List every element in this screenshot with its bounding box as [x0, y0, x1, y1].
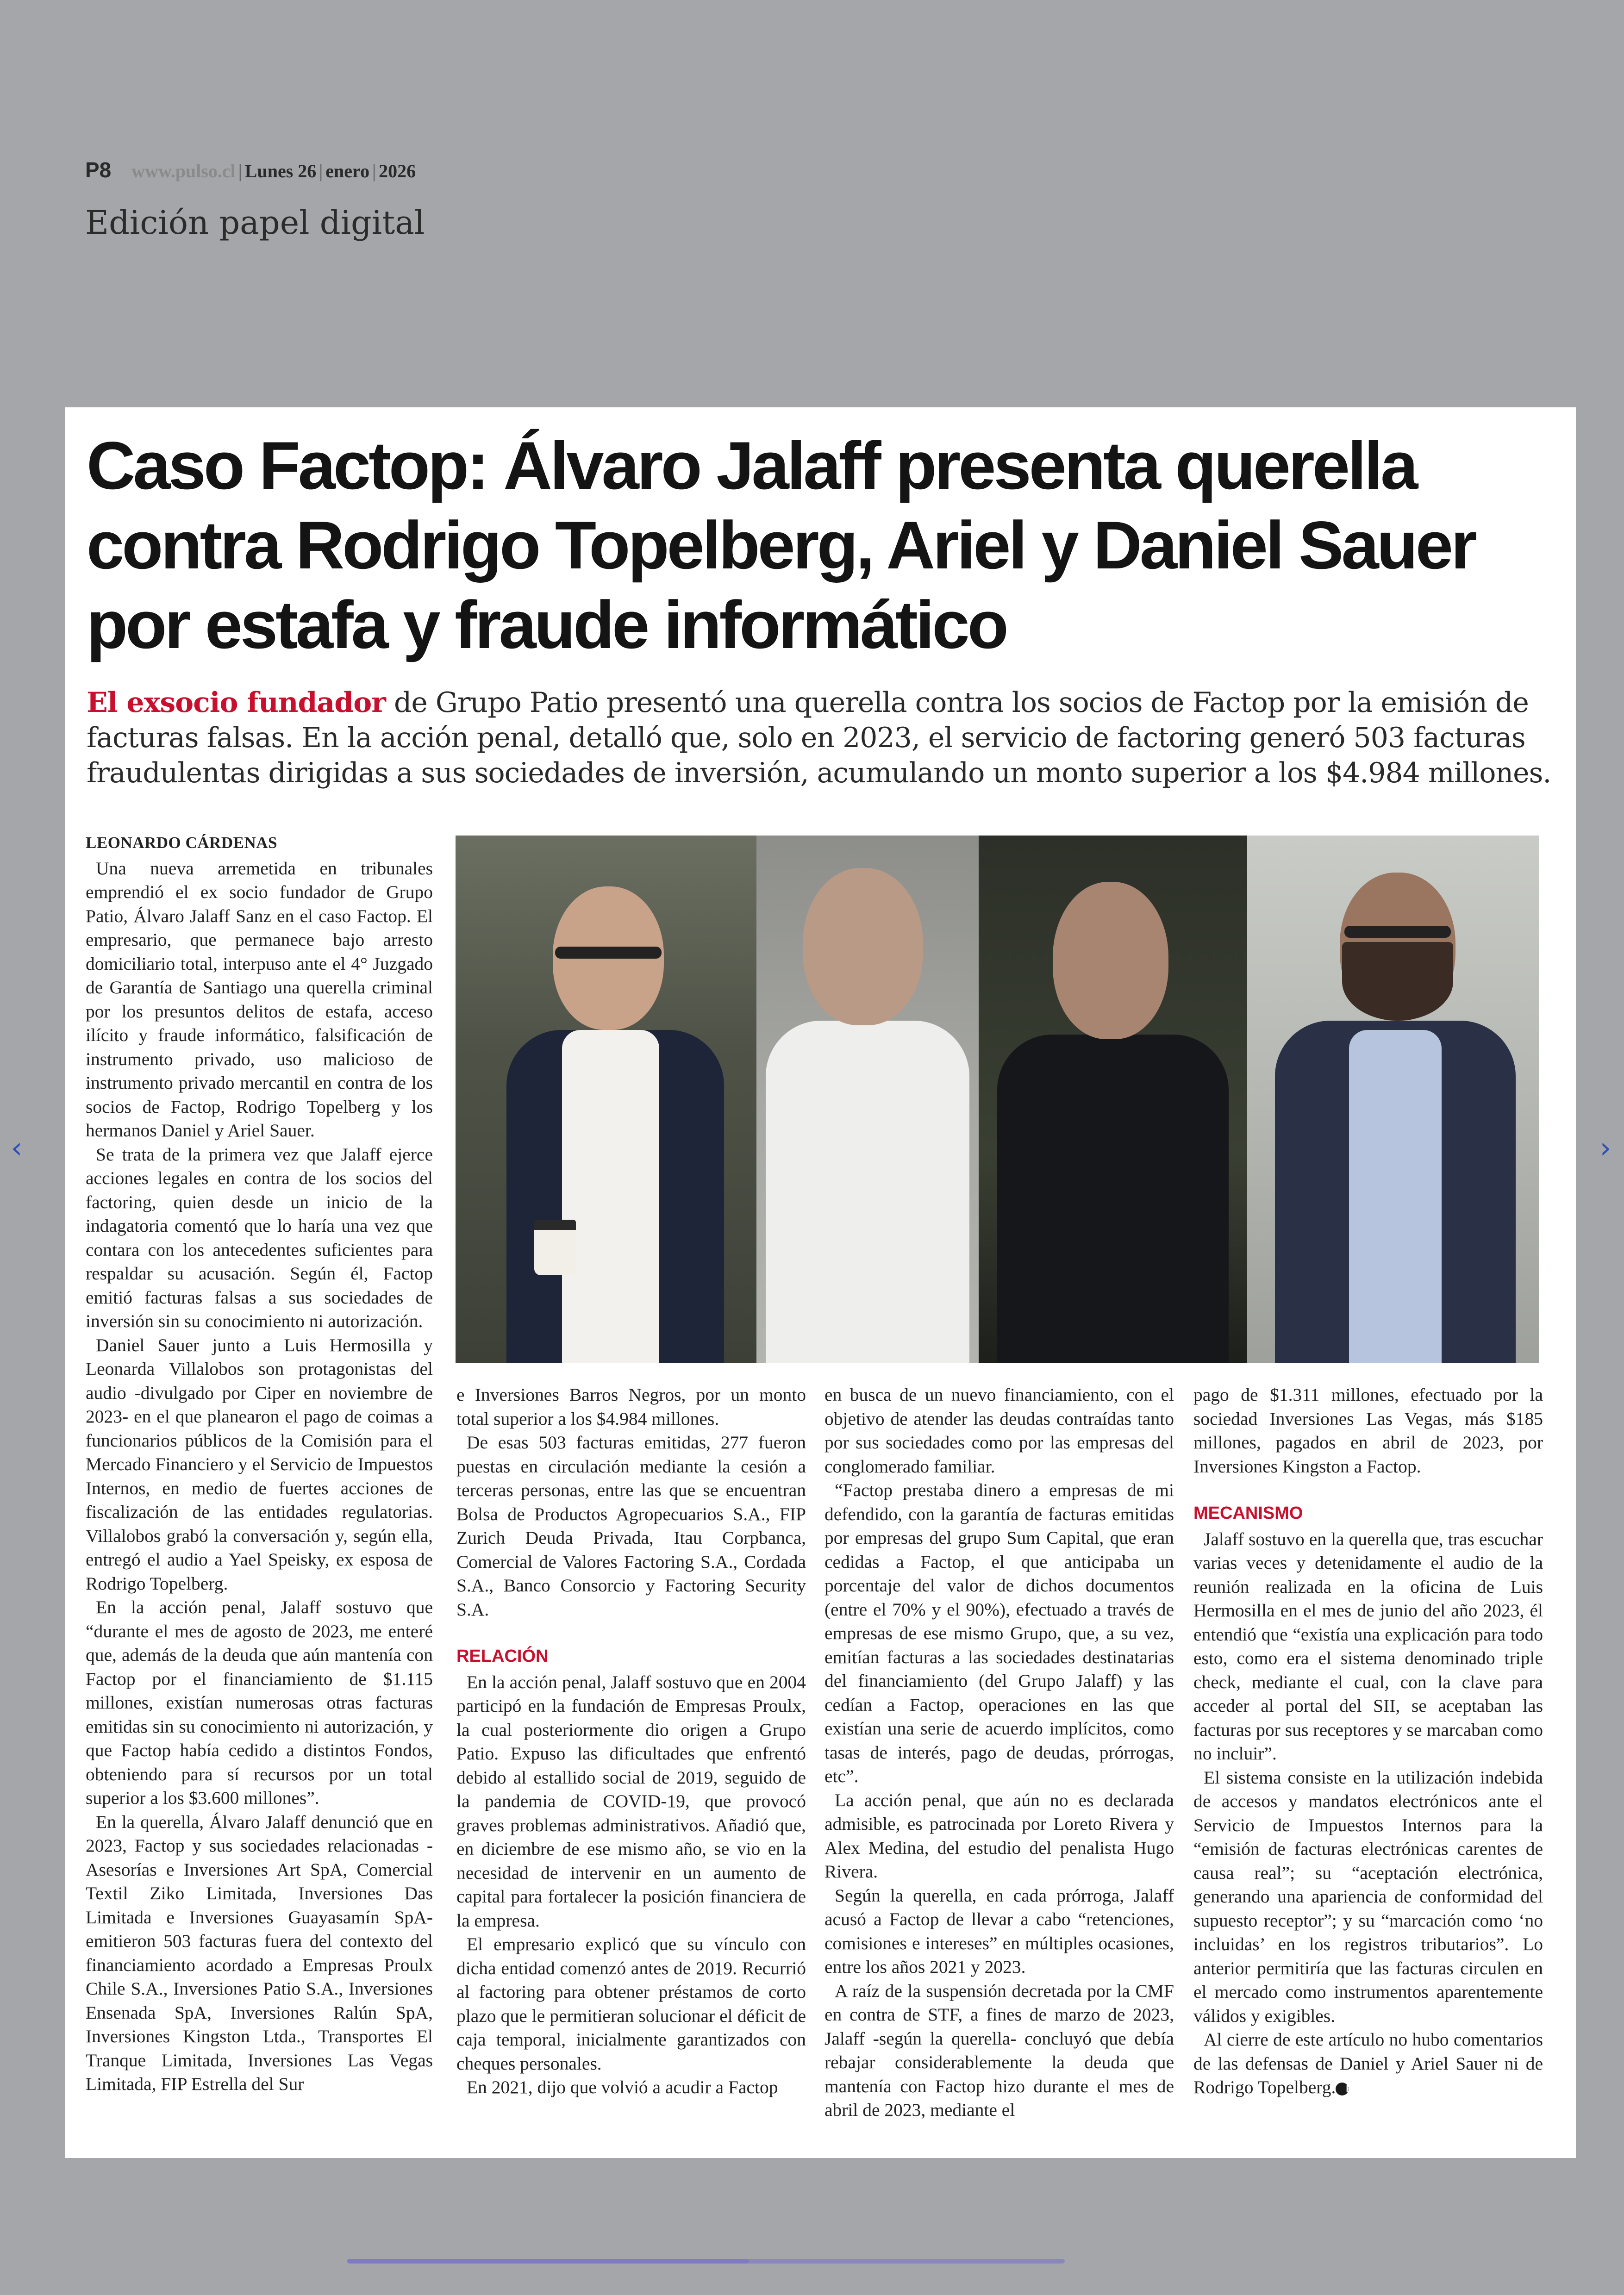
paragraph: De esas 503 facturas emitidas, 277 fueron puestas en circulación mediante la cesión a terceras personas, entre las que se encuentran Bolsa de Productos Agropecuarios S.A., FIP Zurich Deuda Privada, Itau Corpbanca, Comercial de Valores Factoring S.A., Cordada S.A., Banco Consorcio y Factoring Security S.A. — [456, 1432, 806, 1620]
header-month: enero — [325, 161, 370, 181]
paragraph: e Inversiones Barros Negros, por un monto total superior a los $4.984 millones. — [456, 1384, 806, 1429]
beard — [1342, 942, 1453, 1021]
column-2 — [456, 1383, 806, 2100]
subhead-mecanismo: MECANISMO — [1193, 1503, 1303, 1523]
article-lede — [87, 685, 1559, 791]
header-year: 2026 — [379, 161, 416, 181]
subhead-relacion: RELACIÓN — [456, 1646, 549, 1666]
shirt — [766, 1021, 969, 1363]
lede-text: de Grupo Patio presentó una querella contra los socios de Factop por la emisión de facturas falsas. En la acción penal, detalló que, solo en 2023, el servicio de factoring generó 503 facturas fraudulentas dirigidas a sus sociedades de inversión, acumulando un monto superior a los $4.984 millones. — [87, 686, 1551, 789]
scrollbar-thumb[interactable] — [347, 2259, 749, 2264]
site-url: www.pulso.cl — [131, 161, 236, 181]
header-separator: | — [238, 161, 242, 181]
shirt — [997, 1035, 1229, 1363]
header-day: Lunes 26 — [244, 161, 317, 181]
head — [1053, 882, 1168, 1039]
photo-daniel-sauer — [979, 836, 1247, 1363]
photo-ariel-sauer — [1247, 836, 1539, 1363]
head — [803, 868, 923, 1025]
paragraph: Jalaff sostuvo en la querella que, tras escuchar varias veces y detenidamente el audio de la reunión realizada en la oficina de Luis Hermosilla en el mes de junio del año 2023, él entendió que “existía una explicación para todo esto, como era el sistema denominado triple check, mediante el cual, con la clave para acceder al portal del SII, se aceptaban las facturas por sus receptores y se marcaban como no incluir”. — [1193, 1528, 1543, 1764]
paragraph: En la querella, Álvaro Jalaff denunció que en 2023, Factop y sus sociedades relacionadas -Asesorías e Inversiones Art SpA, Comercial Textil Ziko Limitada, Inversiones Das Limitada e Inversiones Guayasamín SpA- emitieron 503 facturas fuera del contexto del financiamiento acordado a Empresas Proulx Chile S.A., Inversiones Patio S.A., Inversiones Ensenada SpA, Inversiones Ralún SpA, Inversiones Kingston Ltda., Transportes El Tranque Limitada, Inversiones Las Vegas Limitada, FIP Estrella del Sur — [86, 1811, 433, 2094]
chevron-right-icon[interactable]: › — [1599, 1131, 1612, 1165]
paragraph: El sistema consiste en la utilización indebida de accesos y mandatos electrónicos ante el Servicio de Impuestos Internos para la “emisión de facturas electrónicas carentes de causa real”; su “aceptación electrónica, generando una apariencia de conformidad del supuesto receptor”; y su “marcación como ‘no incluidas’ en los registros tributarios”. Lo anterior permitiría que las facturas circulen en el mercado como instrumentos aparentemente válidos y exigibles. — [1193, 1767, 1543, 2026]
paragraph: Según la querella, en cada prórroga, Jalaff acusó a Factop de llevar a cabo “retenciones, comisiones e intereses” en múltiples ocasiones, entre los años 2021 y 2023. — [824, 1885, 1174, 1977]
paragraph: La acción penal, que aún no es declarada admisible, es patrocinada por Loreto Rivera y Alex Medina, del estudio del penalista Hugo Rivera. — [824, 1790, 1174, 1882]
byline: LEONARDO CÁRDENAS — [86, 834, 277, 852]
column-1 — [86, 831, 433, 2096]
paragraph: Una nueva arremetida en tribunales emprendió el ex socio fundador de Grupo Patio, Álvaro Jalaff Sanz en el caso Factop. El empresario, que permanece bajo arresto domiciliario total, interpuso ante el 4° Juzgado de Garantía de Santiago una querella criminal por los presuntos delitos de estafa, acceso ilícito y fraude informático, falsificación de instrumento privado, uso malicioso de instrumento privado mercantil en contra de los socios de Factop, Rodrigo Topelberg y los hermanos Daniel y Ariel Sauer. — [86, 858, 433, 1141]
page-number: P8 — [85, 158, 112, 182]
end-mark-icon: P — [1336, 2083, 1349, 2095]
edition-label: Edición papel digital — [85, 204, 425, 242]
newspaper-page — [65, 407, 1576, 2158]
shirt — [562, 1030, 659, 1363]
column-3 — [824, 1383, 1174, 2122]
article-headline: Caso Factop: Álvaro Jalaff presenta querella contra Rodrigo Topelberg, Ariel y Daniel Sauer por estafa y fraude informático — [87, 428, 1475, 662]
paragraph: en busca de un nuevo financiamiento, con el objetivo de atender las deudas contraídas tanto por sus sociedades como por las empresas del conglomerado familiar. — [824, 1384, 1174, 1477]
photo-alvaro-jalaff — [456, 836, 756, 1363]
paragraph: Daniel Sauer junto a Luis Hermosilla y Leonarda Villalobos son protagonistas del audio -divulgado por Ciper en noviembre de 2023- en el que planearon el pago de coimas a funcionarios públicos de la Comisión para el Mercado Financiero y el Servicio de Impuestos Internos, en medio de fuertes acciones de fiscalización de las entidades regulatorias. Villalobos grabó la conversación y, según ella, entregó el audio a Yael Speisky, ex esposa de Rodrigo Topelberg. — [86, 1335, 433, 1594]
paragraph — [1193, 2028, 1543, 2100]
article-photo — [456, 836, 1539, 1363]
header-separator: | — [372, 161, 376, 181]
photo-rodrigo-topelberg — [756, 836, 979, 1363]
shirt — [1349, 1030, 1442, 1363]
sunglasses — [1344, 926, 1451, 938]
coffee-cup — [534, 1220, 576, 1275]
paragraph: pago de $1.311 millones, efectuado por la sociedad Inversiones Las Vegas, más $185 millones, pagados en abril de 2023, por Inversiones Kingston a Factop. — [1193, 1384, 1543, 1477]
paragraph: El empresario explicó que su vínculo con dicha entidad comenzó antes de 2019. Recurrió al factoring para obtener préstamos de corto plazo que le permitieran solucionar el déficit de caja temporal, inicialmente garantizados con cheques personales. — [456, 1934, 806, 2074]
paragraph: En 2021, dijo que volvió a acudir a Factop — [467, 2077, 778, 2097]
closing-text: Al cierre de este artículo no hubo comentarios de las defensas de Daniel y Ariel Sauer ni de Rodrigo Topelberg. — [1193, 2029, 1543, 2097]
paragraph: A raíz de la suspensión decretada por la CMF en contra de STF, a fines de marzo de 2023, Jalaff -según la querella- concluyó que debía rebajar considerablemente la deuda que mantenía con Factop hizo durante el mes de abril de 2023, mediante el — [824, 1980, 1174, 2120]
chevron-left-icon[interactable]: ‹ — [11, 1131, 23, 1165]
paragraph: En la acción penal, Jalaff sostuvo que en 2004 participó en la fundación de Empresas Proulx, la cual posteriormente dio origen a Grupo Patio. Expuso las dificultades que enfrentó debido al estallido social de 2019, seguido de la pandemia de COVID-19, que provocó graves problemas administrativos. Añadió que, en diciembre de ese mismo año, se vio en la necesidad de intervenir en un aumento de capital para fortalecer la posición financiera de la empresa. — [456, 1671, 806, 1931]
paragraph: “Factop prestaba dinero a empresas de mi defendido, con la garantía de facturas emitidas por empresas del grupo Sum Capital, que eran cedidas a Factop, el que anticipaba un porcentaje del valor de dichos documentos (entre el 70% y el 90%), efectuado a través de empresas de ese mismo Grupo, que, a su vez, emitían facturas a las sociedades destinatarias del financiamiento (del Grupo Jalaff) y las cedían a Factop, operaciones en las que existían una serie de acuerdo implícitos, como tasas de interés, pago de deudas, prórrogas, etc”. — [824, 1480, 1174, 1786]
page-header — [85, 157, 416, 182]
header-separator: | — [319, 161, 323, 181]
paragraph: En la acción penal, Jalaff sostuvo que “durante el mes de agosto de 2023, me enteré que, además de la deuda que aún mantenía con Factop por el financiamiento de $1.115 millones, existían numerosas otras facturas emitidas sin su conocimiento ni autorización, y que Factop había cedido a distintos Fondos, obteniendo para sí recursos por un total superior a los $3.600 millones”. — [86, 1597, 433, 1808]
lede-lead: El exsocio fundador — [87, 686, 386, 719]
paragraph: Se trata de la primera vez que Jalaff ejerce acciones legales en contra de los socios del factoring, quien desde un inicio de la indagatoria comentó que lo haría una vez que contara con los antecedentes suficientes para respaldar su acusación. Según él, Factop emitió facturas falsas a sus sociedades de inversión sin su conocimiento ni autorización. — [86, 1144, 433, 1331]
sunglasses — [555, 947, 662, 959]
page-scrollbar[interactable] — [347, 2259, 1065, 2264]
column-4 — [1193, 1383, 1543, 2100]
